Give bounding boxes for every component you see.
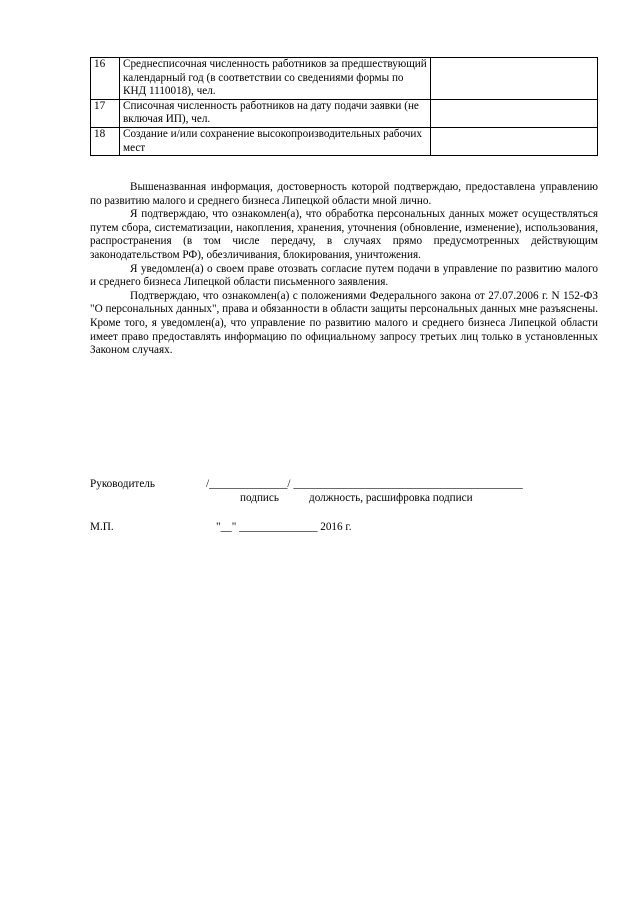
consent-text	[90, 181, 598, 358]
paragraph-personal-data-processing: Я подтверждаю, что ознакомлен(а), что обработка персональных данных может осуществляться путем сбора, систематизации, накопления, хранения, уточнения (обновление, изменение), использования, распространения (в том числе передачу, в случаях прямо предусмотренных действующим законодательством РФ), обезличивания, блокирования, уничтожения.	[90, 208, 598, 261]
row-number: 16	[91, 58, 120, 100]
caption-signature: подпись	[240, 492, 279, 504]
row-number: 18	[91, 127, 120, 155]
row-description: Создание и/или сохранение высокопроизводительных рабочих мест	[120, 127, 431, 155]
head-label: Руководитель	[90, 478, 155, 490]
table-row	[91, 58, 598, 100]
row-number: 17	[91, 99, 120, 127]
caption-position: должность, расшифровка подписи	[309, 492, 473, 504]
row-value-cell[interactable]	[431, 58, 598, 100]
date-line[interactable]: "__" ______________ 2016 г.	[216, 521, 352, 533]
stamp-label: М.П.	[90, 521, 114, 533]
signature-line[interactable]: /______________/ _________________________________________	[206, 478, 523, 490]
paragraph-law-152fz: Подтверждаю, что ознакомлен(а) с положениями Федерального закона от 27.07.2006 г. N 152-ФЗ "О персональных данных", права и обязанности в области защиты персональных данных мне разъяснены. Кроме того, я уведомлен(а), что управление по развитию малого и среднего бизнеса Липецкой области имеет право предоставлять информацию по официальному запросу третьих лиц только в установленных Законом случаях.	[90, 289, 598, 357]
row-description: Списочная численность работников на дату подачи заявки (не включая ИП), чел.	[120, 99, 431, 127]
row-description: Среднесписочная численность работников за предшествующий календарный год (в соответствии со сведениями формы по КНД 1110018), чел.	[120, 58, 431, 100]
table-row	[91, 99, 598, 127]
row-value-cell[interactable]	[431, 99, 598, 127]
table-row	[91, 127, 598, 155]
paragraph-consent-withdrawal: Я уведомлен(а) о своем праве отозвать согласие путем подачи в управление по развитию малого и среднего бизнеса Липецкой области письменного заявления.	[90, 262, 598, 289]
paragraph-information-confirmation: Вышеназванная информация, достоверность которой подтверждаю, предоставлена управлению по развитию малого и среднего бизнеса Липецкой области мной лично.	[90, 181, 598, 207]
indicators-table	[90, 57, 598, 156]
row-value-cell[interactable]	[431, 127, 598, 155]
